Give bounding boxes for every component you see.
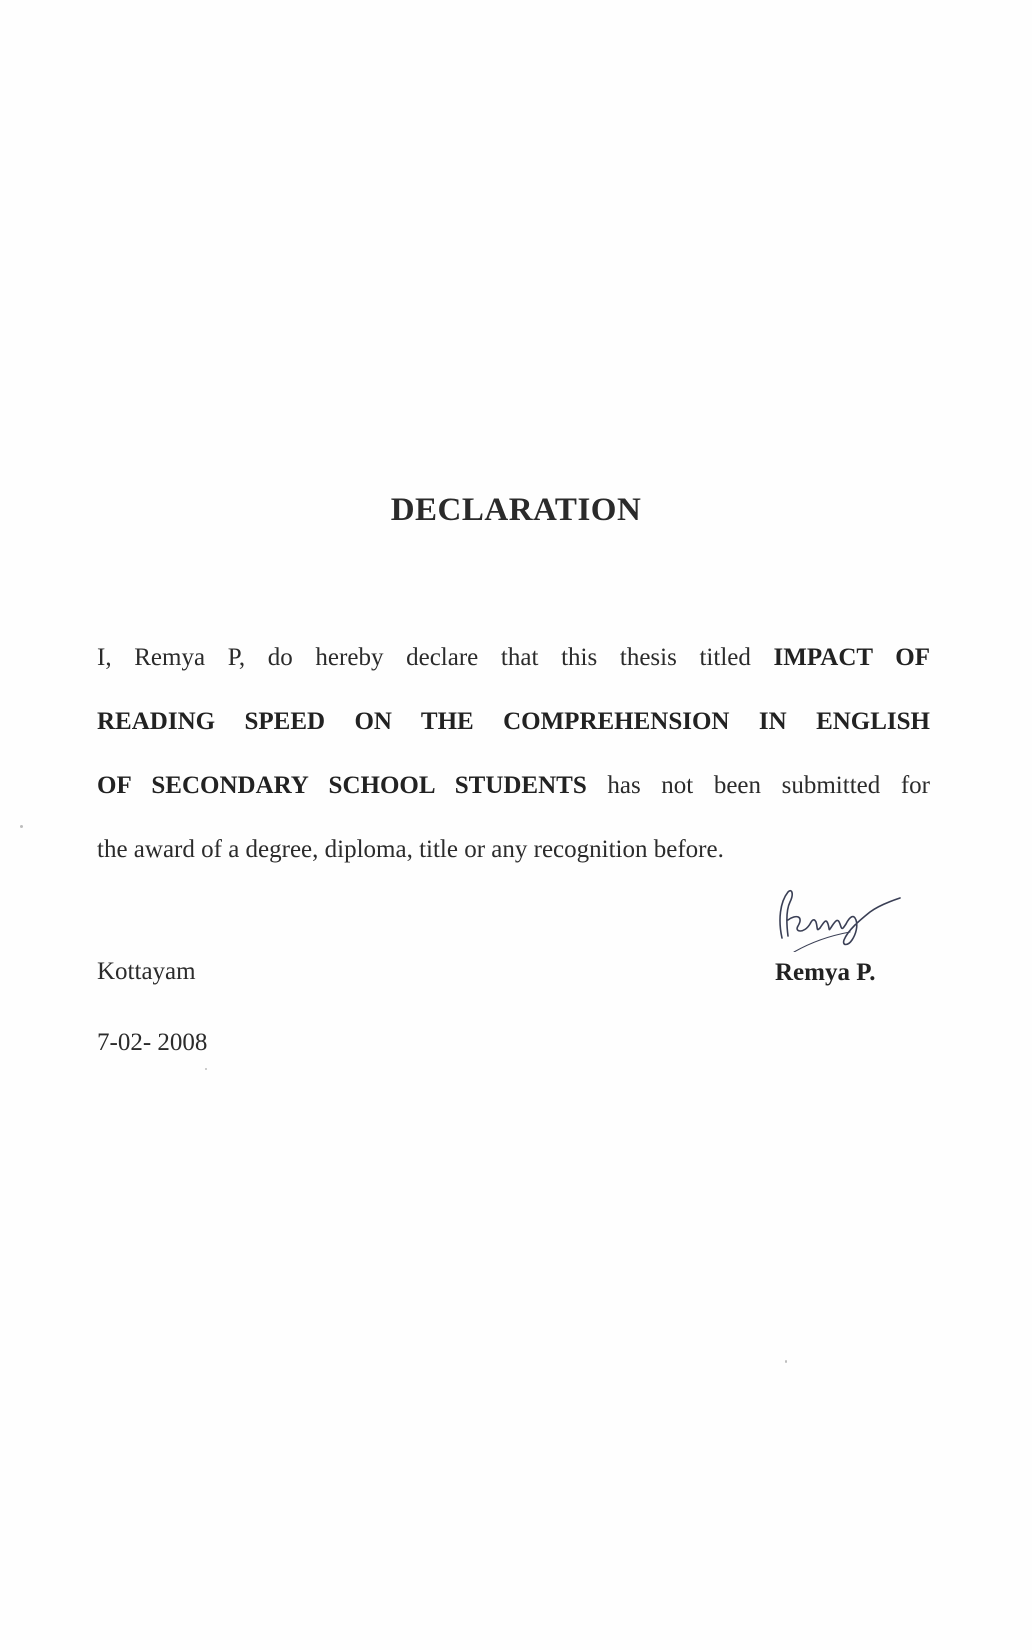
declaration-text: I, Remya P, do hereby declare that this thesis titled (97, 644, 751, 671)
declaration-line-2 (97, 708, 930, 736)
handwritten-signature (768, 880, 918, 952)
page-title: DECLARATION (390, 492, 642, 528)
declaration-line-4 (97, 836, 930, 864)
scan-speck (20, 825, 23, 828)
declaration-text: the award of a degree, diploma, title or any recognition before. (97, 836, 724, 863)
date: 7-02- 2008 (97, 1029, 208, 1056)
scan-speck (205, 1068, 207, 1070)
scan-speck (785, 1360, 787, 1363)
signatory-name: Remya P. (775, 959, 876, 986)
declaration-line-3 (97, 772, 930, 800)
declaration-text: has not been submitted for (607, 772, 930, 799)
place: Kottayam (97, 958, 196, 985)
thesis-title-part: READING SPEED ON THE COMPREHENSION IN ENGLISH (97, 708, 930, 735)
declaration-line-1 (97, 644, 930, 672)
thesis-title-part: OF SECONDARY SCHOOL STUDENTS (97, 772, 587, 799)
thesis-title-part: IMPACT OF (773, 644, 931, 671)
